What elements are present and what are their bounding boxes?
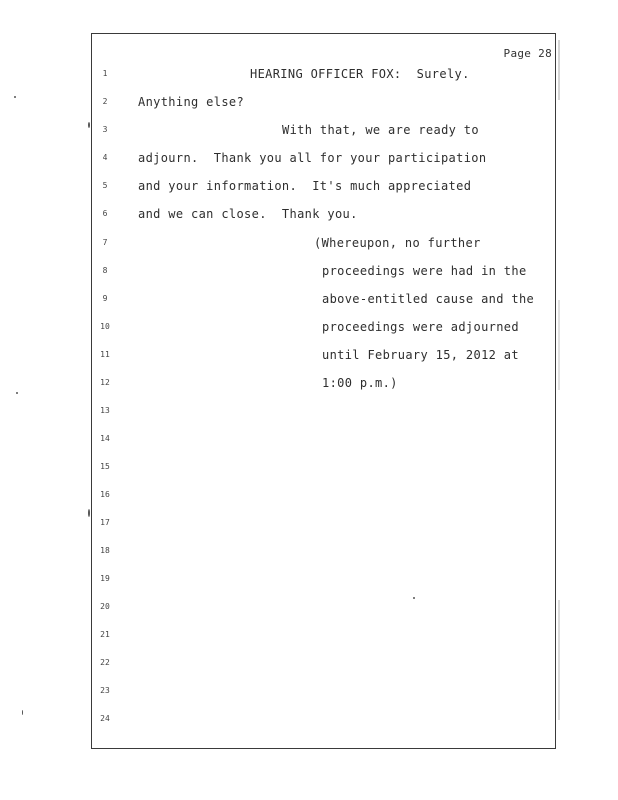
- line-number-14: 14: [100, 434, 110, 443]
- line-number-9: 9: [102, 294, 108, 303]
- line-number-17: 17: [100, 518, 110, 527]
- transcript-page: [91, 33, 556, 749]
- line-number-12: 12: [100, 378, 110, 387]
- line-number-5: 5: [102, 181, 108, 190]
- line-text-1: HEARING OFFICER FOX: Surely.: [250, 67, 470, 81]
- line-text-2: Anything else?: [138, 95, 245, 109]
- page-number: Page 28: [503, 47, 552, 60]
- line-text-9: above-entitled cause and the: [322, 292, 535, 306]
- line-number-11: 11: [100, 350, 110, 359]
- scan-edge-mark: [558, 40, 560, 100]
- line-number-16: 16: [100, 490, 110, 499]
- line-number-19: 19: [100, 574, 110, 583]
- line-number-10: 10: [100, 322, 110, 331]
- line-number-3: 3: [102, 125, 108, 134]
- line-text-11: until February 15, 2012 at: [322, 348, 519, 362]
- line-number-1: 1: [102, 69, 108, 78]
- line-number-24: 24: [100, 714, 110, 723]
- line-number-23: 23: [100, 686, 110, 695]
- line-text-10: proceedings were adjourned: [322, 320, 519, 334]
- line-number-2: 2: [102, 97, 108, 106]
- line-text-6: and we can close. Thank you.: [138, 207, 358, 221]
- line-text-5: and your information. It's much appreciated: [138, 179, 472, 193]
- line-text-4: adjourn. Thank you all for your participation: [138, 151, 487, 165]
- scan-speck: [16, 392, 18, 394]
- line-text-8: proceedings were had in the: [322, 264, 527, 278]
- line-number-15: 15: [100, 462, 110, 471]
- line-number-4: 4: [102, 153, 108, 162]
- line-text-7: (Whereupon, no further: [314, 236, 481, 250]
- line-text-3: With that, we are ready to: [282, 123, 479, 137]
- scan-edge-mark: [558, 600, 560, 720]
- line-number-8: 8: [102, 266, 108, 275]
- line-number-21: 21: [100, 630, 110, 639]
- line-text-12: 1:00 p.m.): [322, 376, 398, 390]
- scan-speck: [413, 597, 415, 599]
- line-number-22: 22: [100, 658, 110, 667]
- line-number-20: 20: [100, 602, 110, 611]
- line-number-13: 13: [100, 406, 110, 415]
- scan-speck: [14, 96, 16, 98]
- scan-speck: [22, 710, 23, 715]
- line-number-6: 6: [102, 209, 108, 218]
- line-number-7: 7: [102, 238, 108, 247]
- scan-speck: [88, 122, 90, 128]
- scan-speck: [88, 509, 90, 517]
- line-number-18: 18: [100, 546, 110, 555]
- scan-edge-mark: [558, 300, 560, 390]
